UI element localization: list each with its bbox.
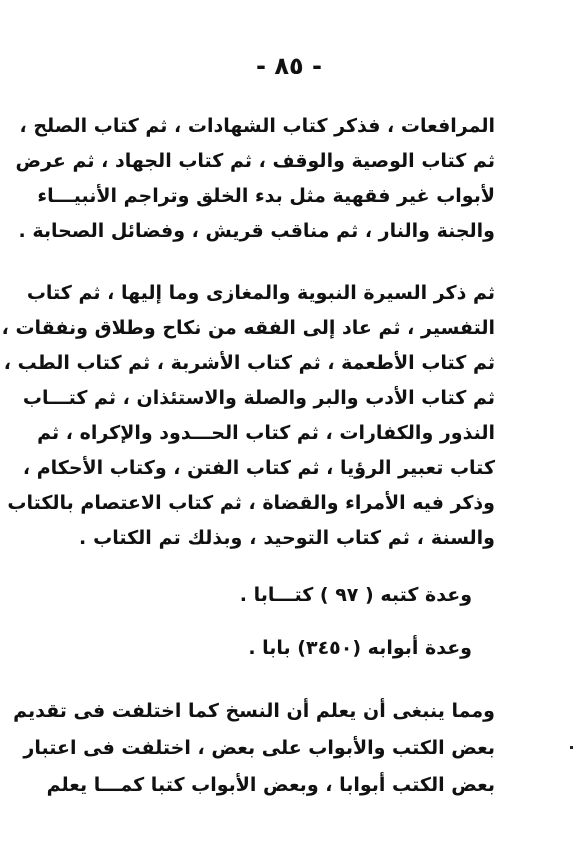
text-line: كتاب تعبير الرؤيا ، ثم كتاب الفتن ، وكتاب الأحكام ،	[22, 457, 495, 479]
text-line: لأبواب غير فقهية مثل بدء الخلق وتراجم الأنبيـــاء	[37, 185, 495, 207]
books-count-line: وعدة كتبه ( ٩٧ ) كتـــابا .	[239, 584, 472, 606]
page-number: - ٨٥ -	[256, 52, 322, 80]
text-line: ثم ذكر السيرة النبوية والمغازى وما إليها ، ثم كتاب	[26, 282, 495, 304]
chapters-count-line: وعدة أبوابه (٣٤٥٠) بابا .	[248, 637, 472, 659]
text-line: ثم كتاب الوصية والوقف ، ثم كتاب الجهاد ، ثم عرض	[15, 150, 495, 172]
text-line: ثم كتاب الأدب والبر والصلة والاستئذان ، ثم كتـــاب	[22, 387, 495, 409]
scan-speck	[570, 746, 573, 749]
text-line: ومما ينبغى أن يعلم أن النسخ كما اختلفت فى تقديم	[13, 700, 495, 722]
text-line: وذكر فيه الأمراء والقضاة ، ثم كتاب الاعتصام بالكتاب	[7, 492, 495, 514]
text-line: التفسير ، ثم عاد إلى الفقه من نكاح وطلاق ونفقات ،	[1, 317, 495, 339]
text-line: بعض الكتب والأبواب على بعض ، اختلفت فى اعتبار	[23, 737, 495, 759]
text-line: النذور والكفارات ، ثم كتاب الحـــدود والإكراه ، ثم	[37, 422, 495, 444]
text-line: والسنة ، ثم كتاب التوحيد ، وبذلك تم الكتاب .	[79, 527, 495, 549]
text-line: بعض الكتب أبوابا ، وبعض الأبواب كتبا كمـــا يعلم	[46, 774, 495, 796]
text-line: والجنة والنار ، ثم مناقب قريش ، وفضائل الصحابة .	[18, 220, 495, 242]
text-line: المرافعات ، فذكر كتاب الشهادات ، ثم كتاب الصلح ،	[19, 115, 495, 137]
text-line: ثم كتاب الأطعمة ، ثم كتاب الأشربة ، ثم كتاب الطب ،	[3, 352, 495, 374]
